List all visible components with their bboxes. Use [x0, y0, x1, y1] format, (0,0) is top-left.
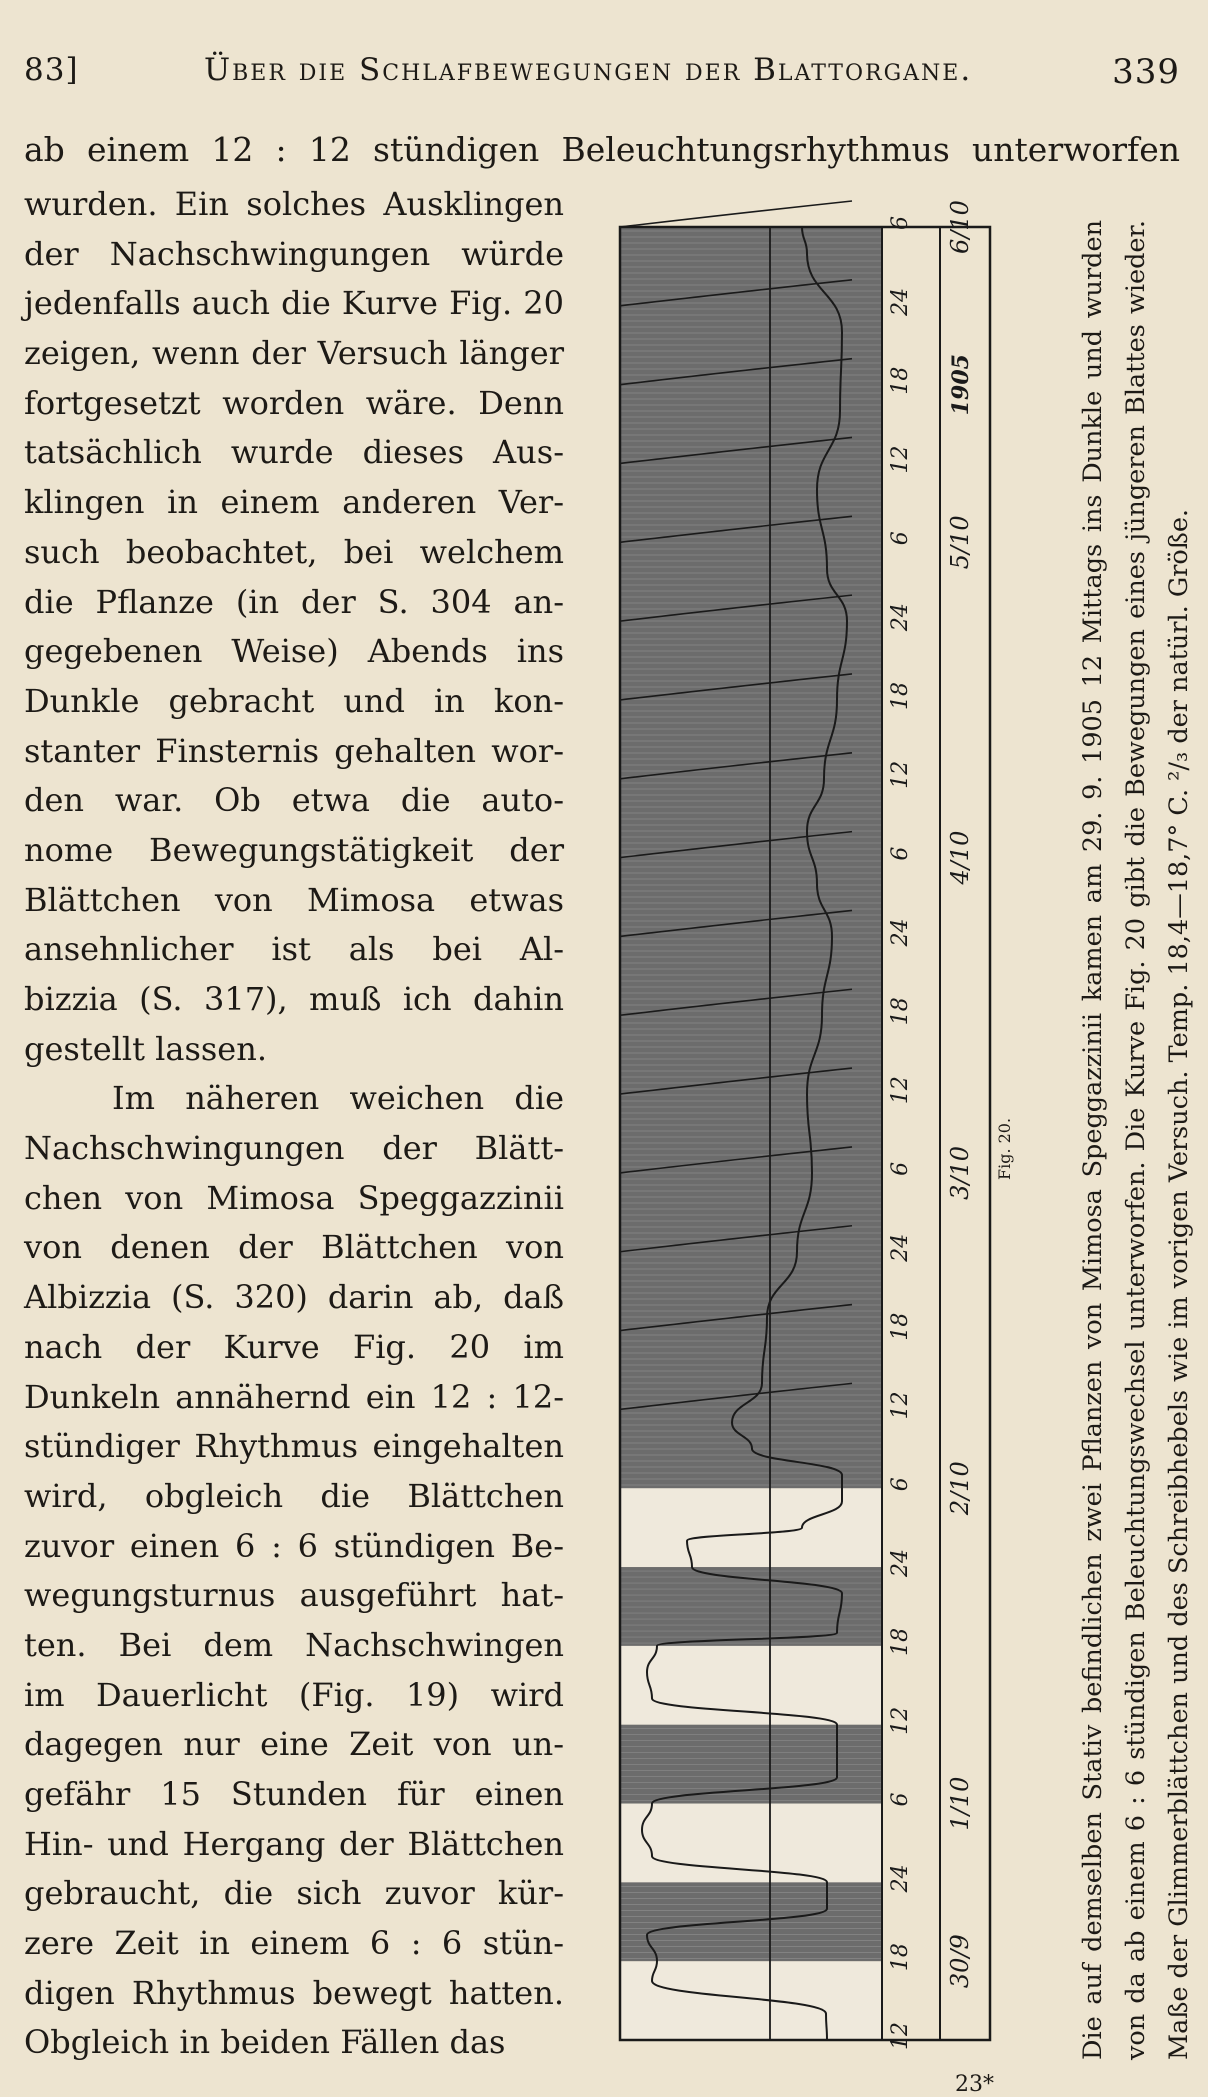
date-label: 6/10: [946, 200, 974, 254]
figure-20: [612, 200, 992, 2050]
hour-label: 12: [888, 1391, 913, 1420]
body-line: nome Bewegungstätigkeit der: [24, 830, 564, 869]
body-line: die Pflanze (in der S. 304 an-: [24, 582, 564, 621]
light-band: [620, 1961, 882, 2040]
body-line: digen Rhythmus bewegt hatten.: [24, 1973, 564, 2012]
figure-label: Fig. 20.: [995, 1117, 1014, 1180]
body-line: nach der Kurve Fig. 20 im: [24, 1327, 564, 1366]
body-line: von denen der Blättchen von: [24, 1228, 564, 1267]
hour-label: 24: [888, 918, 913, 947]
caption-line: von da ab einem 6 : 6 stündigen Beleuchtungswechsel unterworfen. Die Kurve Fig. 20 gibt die Bewegungen eines jüngeren Blattes wieder.: [1121, 220, 1151, 2060]
hour-label: 18: [888, 1627, 913, 1656]
figure-caption: [1072, 220, 1201, 2060]
body-line: stanter Finsternis gehalten wor-: [24, 731, 564, 770]
body-line: wurden. Ein solches Ausklingen: [24, 185, 564, 223]
signature-mark: 23*: [955, 2072, 994, 2097]
hour-label: 12: [888, 1706, 913, 1735]
body-line: Obgleich in beiden Fällen das: [24, 2023, 506, 2062]
body-line: ansehnlicher ist als bei Al-: [24, 930, 564, 969]
hour-label: 12: [888, 2022, 913, 2050]
hour-label: 12: [888, 760, 913, 789]
body-line: Dunkeln annähernd ein 12 : 12-: [24, 1377, 564, 1416]
body-line: gebraucht, die sich zuvor kür-: [24, 1874, 564, 1913]
hour-label: 24: [888, 603, 913, 632]
hour-label: 6: [888, 1161, 913, 1176]
page-number: 339: [1112, 52, 1180, 92]
body-line: fortgesetzt worden wäre. Denn: [24, 383, 564, 422]
body-text-column: [24, 180, 564, 2068]
date-label: 5/10: [946, 515, 974, 570]
dark-band: [620, 1725, 882, 1804]
body-line: dagegen nur eine Zeit von un-: [24, 1725, 564, 1764]
body-line: gestellt lassen.: [24, 1029, 268, 1068]
hour-label: 24: [888, 1549, 913, 1578]
hour-label: 24: [888, 1233, 913, 1262]
body-line: klingen in einem anderen Ver-: [24, 483, 564, 522]
date-label: 30/9: [946, 1934, 974, 1989]
dark-band: [620, 1882, 882, 1961]
body-line: Hin- und Hergang der Blättchen: [24, 1824, 564, 1863]
body-line: den war. Ob etwa die auto-: [24, 781, 564, 820]
date-label: 4/10: [946, 830, 974, 885]
body-line: ten. Bei dem Nachschwingen: [24, 1625, 564, 1664]
hour-label: 18: [888, 681, 913, 710]
body-line: bizzia (S. 317), muß ich dahin: [24, 980, 564, 1018]
body-line: Nachschwingungen der Blätt-: [24, 1129, 564, 1168]
body-line: stündiger Rhythmus eingehalten: [24, 1427, 564, 1466]
body-line: im Dauerlicht (Fig. 19) wird: [24, 1675, 564, 1714]
hour-label: 12: [888, 445, 913, 474]
hour-label: 24: [888, 1864, 913, 1893]
caption-line: Die auf demselben Stativ befindlichen zwei Pflanzen von Mimosa Speggazzinii kamen am 29. 9. 1905 12 Mittags ins Dunkle und wurden: [1078, 220, 1108, 2060]
date-label: 2/10: [946, 1461, 974, 1516]
body-line: Dunkle gebracht und in kon-: [24, 681, 564, 720]
body-line: der Nachschwingungen würde: [24, 234, 564, 273]
body-line: gegebenen Weise) Abends ins: [24, 632, 564, 671]
hour-label: 6: [888, 1792, 913, 1807]
body-line: zere Zeit in einem 6 : 6 stün-: [24, 1924, 564, 1963]
body-line: gefähr 15 Stunden für einen: [24, 1775, 564, 1813]
page-reference: 83]: [24, 52, 79, 88]
body-line: wird, obgleich die Blättchen: [24, 1476, 564, 1515]
hour-label: 18: [888, 1312, 913, 1341]
body-line: jedenfalls auch die Kurve Fig. 20: [24, 284, 564, 323]
year-label: 1905: [948, 354, 974, 416]
body-line: Im näheren weichen die: [112, 1079, 564, 1118]
hour-label: 18: [888, 997, 913, 1026]
hour-label: 6: [888, 531, 913, 546]
hour-label: 18: [888, 1943, 913, 1972]
body-line: tatsächlich wurde dieses Aus-: [24, 433, 564, 472]
body-line: Blättchen von Mimosa etwas: [24, 880, 564, 919]
body-line: zuvor einen 6 : 6 stündigen Be-: [24, 1526, 564, 1565]
caption-line: Maße der Glimmerblättchen und des Schreibhebels wie im vorigen Versuch. Temp. 18,4—18,7° C. ²/₃ der natürl. Größe.: [1164, 508, 1194, 2060]
body-line: chen von Mimosa Speggazzinii: [24, 1178, 564, 1217]
body-line: such beobachtet, bei welchem: [24, 532, 564, 571]
running-head: [24, 52, 1180, 102]
body-line: wegungsturnus ausgeführt hat-: [24, 1576, 564, 1615]
hour-label: 6: [888, 846, 913, 861]
hour-label: 18: [888, 366, 913, 395]
hour-label: 24: [888, 287, 913, 316]
hour-label: 6: [888, 216, 913, 230]
hour-label: 12: [888, 1076, 913, 1105]
body-line: zeigen, wenn der Versuch länger: [24, 334, 564, 373]
date-label: 1/10: [946, 1776, 974, 1831]
date-label: 3/10: [946, 1145, 974, 1200]
body-first-line: ab einem 12 : 12 stündigen Beleuchtungsrhythmus unterworfen: [24, 130, 1180, 169]
hour-label: 6: [888, 1477, 913, 1492]
kymograph-figure: [612, 200, 992, 2050]
body-line: Albizzia (S. 320) darin ab, daß: [24, 1278, 564, 1317]
hour-tick-arc: [620, 201, 852, 227]
running-title: Über die Schlafbewegungen der Blattorgane.: [204, 52, 973, 88]
